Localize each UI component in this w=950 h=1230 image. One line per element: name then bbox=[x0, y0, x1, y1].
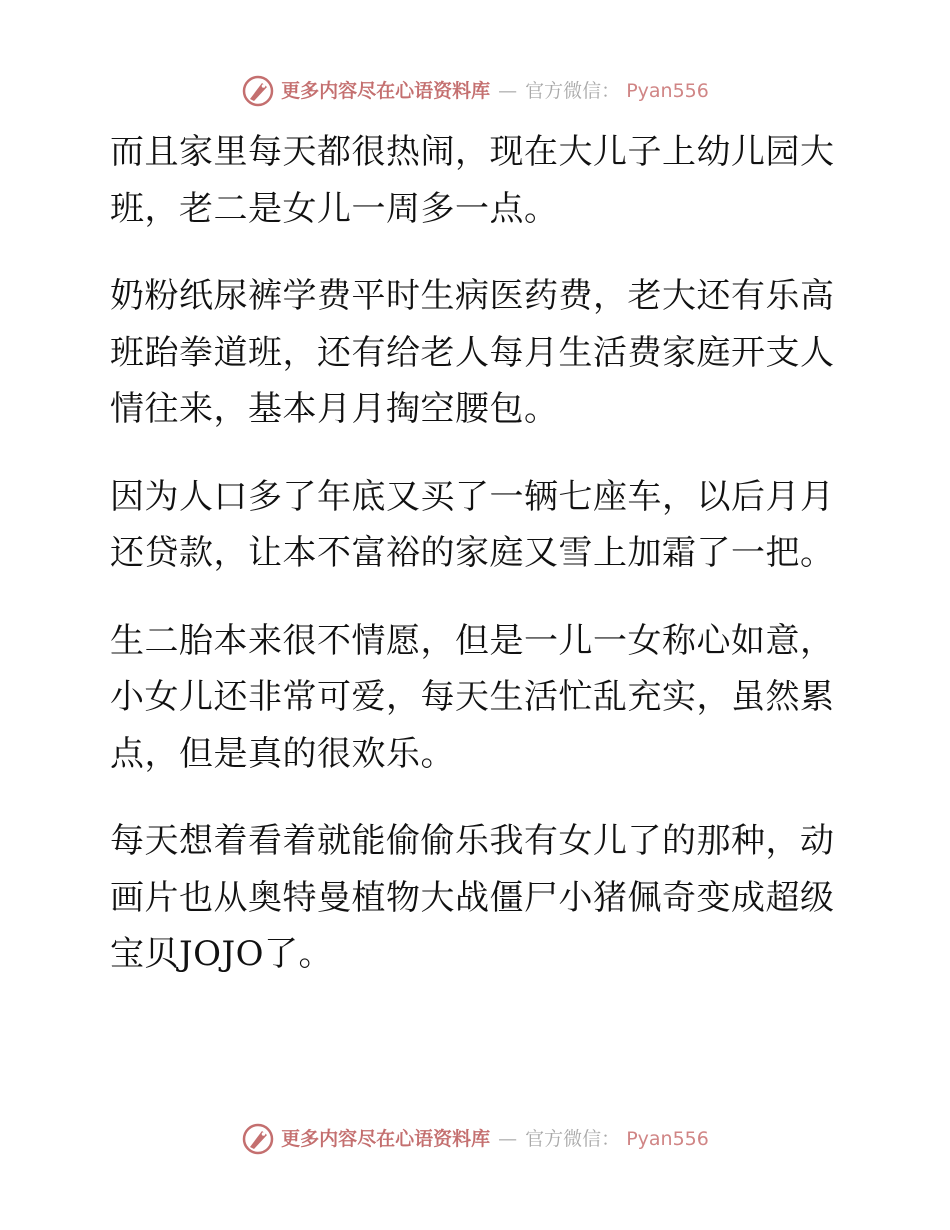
paragraph-4: 生二胎本来很不情愿，但是一儿一女称心如意，小女儿还非常可爱，每天生活忙乱充实，虽然累点，但是真的很欢乐。 bbox=[110, 620, 835, 774]
header-watermark bbox=[0, 74, 950, 108]
watermark-account: Pyan556 bbox=[626, 79, 709, 102]
pen-nib-logo-icon bbox=[241, 1122, 275, 1156]
pen-nib-logo-icon bbox=[241, 74, 275, 108]
watermark-brand: 更多内容尽在心语资料库 bbox=[281, 79, 491, 102]
paragraph-2: 奶粉纸尿裤学费平时生病医药费，老大还有乐高班跆拳道班，还有给老人每月生活费家庭开支人情往来，基本月月掏空腰包。 bbox=[110, 276, 835, 429]
watermark-separator: — bbox=[498, 79, 518, 102]
paragraph-3: 因为人口多了年底又买了一辆七座车，以后月月还贷款，让本不富裕的家庭又雪上加霜了一把。 bbox=[110, 476, 835, 573]
watermark-official-label: 官方微信： bbox=[525, 79, 621, 102]
paragraph-1: 而且家里每天都很热闹，现在大儿子上幼儿园大班，老二是女儿一周多一点。 bbox=[110, 132, 835, 229]
footer-watermark bbox=[0, 1122, 950, 1156]
watermark-account: Pyan556 bbox=[626, 1127, 709, 1150]
watermark-separator: — bbox=[498, 1127, 518, 1150]
watermark-brand: 更多内容尽在心语资料库 bbox=[281, 1127, 491, 1150]
paragraph-5: 每天想着看着就能偷偷乐我有女儿了的那种，动画片也从奥特曼植物大战僵尸小猪佩奇变成超级宝贝JOJO了。 bbox=[110, 821, 835, 974]
watermark-official-label: 官方微信： bbox=[525, 1127, 621, 1150]
document-body bbox=[98, 124, 858, 1014]
